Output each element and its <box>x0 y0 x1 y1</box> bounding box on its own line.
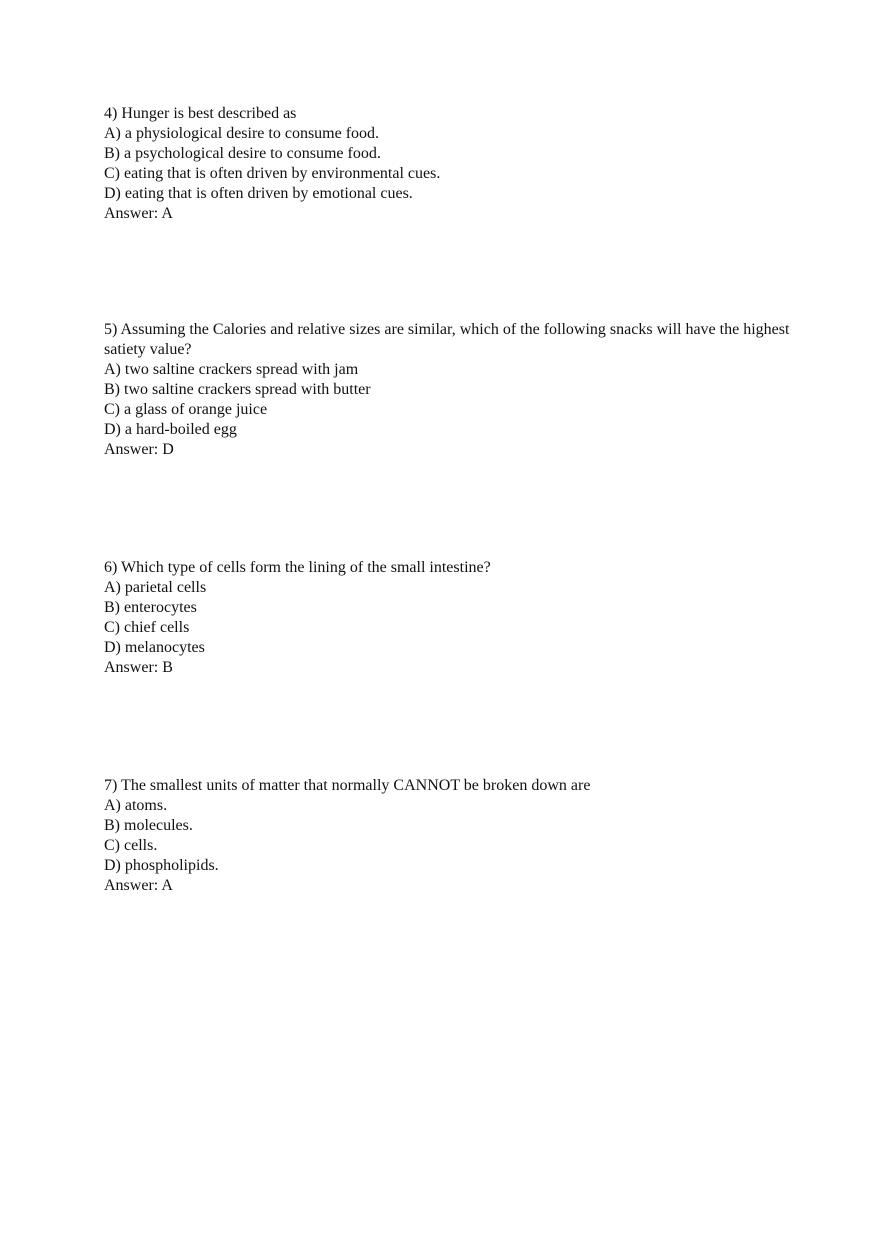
option-b: B) a psychological desire to consume food. <box>104 145 381 162</box>
option-d: D) a hard-boiled egg <box>104 421 237 438</box>
question-4 <box>104 104 804 224</box>
option-d: D) melanocytes <box>104 639 205 656</box>
option-a: A) two saltine crackers spread with jam <box>104 361 359 378</box>
option-c: C) eating that is often driven by environmental cues. <box>104 165 441 182</box>
option-a: A) atoms. <box>104 797 168 814</box>
question-7 <box>104 776 804 896</box>
answer-line: Answer: B <box>104 659 173 676</box>
question-stem: 4) Hunger is best described as <box>104 105 297 122</box>
option-d: D) eating that is often driven by emotional cues. <box>104 185 413 202</box>
answer-line: Answer: A <box>104 205 173 222</box>
option-b: B) two saltine crackers spread with butter <box>104 381 371 398</box>
question-stem: 5) Assuming the Calories and relative sizes are similar, which of the following snacks will have the highest satiety value? <box>104 321 790 358</box>
question-stem: 7) The smallest units of matter that normally CANNOT be broken down are <box>104 777 591 794</box>
option-b: B) molecules. <box>104 817 193 834</box>
question-6 <box>104 558 804 678</box>
option-c: C) chief cells <box>104 619 190 636</box>
option-a: A) a physiological desire to consume food. <box>104 125 380 142</box>
answer-line: Answer: D <box>104 441 174 458</box>
option-c: C) a glass of orange juice <box>104 401 268 418</box>
question-5 <box>104 320 804 460</box>
option-b: B) enterocytes <box>104 599 197 616</box>
option-a: A) parietal cells <box>104 579 207 596</box>
answer-line: Answer: A <box>104 877 173 894</box>
question-stem: 6) Which type of cells form the lining of the small intestine? <box>104 559 491 576</box>
option-c: C) cells. <box>104 837 158 854</box>
option-d: D) phospholipids. <box>104 857 219 874</box>
